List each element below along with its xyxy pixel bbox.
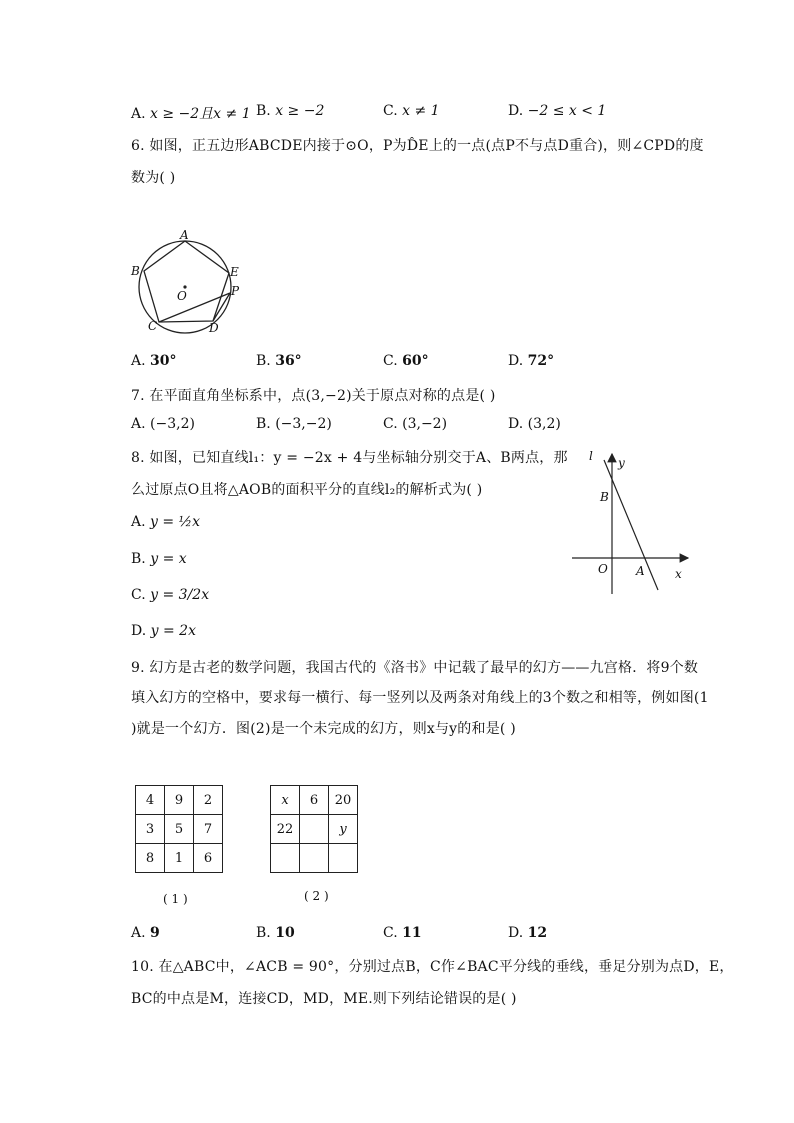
grid2-cell (300, 815, 329, 844)
label-a: A (180, 228, 189, 242)
q6-option-c: C. 60° (383, 353, 429, 369)
q6-option-a: A. 30° (131, 353, 177, 369)
q6-option-b: B. 36° (256, 353, 302, 369)
q6-stem-line2: 数为( ) (131, 170, 176, 186)
q9-stem-line2: 填入幻方的空格中，要求每一横行、每一竖列以及两条对角线上的3个数之和相等，例如图(1 (131, 690, 709, 706)
grid2-cell (271, 844, 300, 873)
q5-option-a: A. x ≥ −2且x ≠ 1 (131, 106, 251, 122)
label-e: E (230, 265, 239, 279)
grid2-cell (329, 844, 358, 873)
q6-option-d: D. 72° (508, 353, 555, 369)
q6-stem-line1: 6. 如图，正五边形ABCDE内接于⊙O，P为D̂E上的一点(点P不与点D重合)，则∠CPD的度 (131, 138, 704, 154)
q10-stem-line1: 10. 在△ABC中，∠ACB = 90°，分别过点B，C作∠BAC平分线的垂线，垂足分别为点D，E， (131, 959, 734, 975)
magic-square-2 (270, 785, 358, 873)
grid1-cell: 4 (136, 786, 165, 815)
grid1-cell: 7 (194, 815, 223, 844)
label-b: B (131, 264, 140, 278)
caption-2: ( 2 ) (304, 889, 329, 903)
q8-stem-line1: 8. 如图，已知直线l₁：y = −2x + 4与坐标轴分别交于A、B两点，那 (131, 450, 568, 466)
q7-option-d: D. (3,2) (508, 416, 561, 432)
label-c: C (148, 319, 158, 333)
q7-stem: 7. 在平面直角坐标系中，点(3,−2)关于原点对称的点是( ) (131, 388, 496, 404)
caption-1: ( 1 ) (163, 892, 188, 906)
q5-option-c: C. x ≠ 1 (383, 103, 440, 119)
q9-option-a: A. 9 (131, 925, 160, 941)
q6-pentagon-figure (125, 225, 255, 340)
grid1-cell: 9 (165, 786, 194, 815)
grid2-cell: 22 (271, 815, 300, 844)
q8-stem-line2: 么过原点O且将△AOB的面积平分的直线l₂的解析式为( ) (131, 482, 483, 498)
q5-option-d: D. −2 ≤ x < 1 (508, 103, 607, 119)
q7-option-b: B. (−3,−2) (256, 416, 332, 432)
label-d: D (209, 321, 219, 335)
magic-square-1 (135, 785, 223, 873)
grid2-cell: 6 (300, 786, 329, 815)
label-o-origin: O (598, 562, 608, 576)
grid1-cell: 2 (194, 786, 223, 815)
q8-option-d: D. y = 2x (131, 623, 196, 639)
q8-option-c: C. y = 3/2x (131, 587, 210, 603)
grid2-cell: y (329, 815, 358, 844)
grid2-cell: x (271, 786, 300, 815)
q8-option-b: B. y = x (131, 551, 187, 567)
grid1-cell: 8 (136, 844, 165, 873)
grid1-cell: 6 (194, 844, 223, 873)
q8-option-a: A. y = ½x (131, 514, 201, 530)
q5-option-b: B. x ≥ −2 (256, 103, 325, 119)
grid1-cell: 3 (136, 815, 165, 844)
grid1-cell: 5 (165, 815, 194, 844)
label-l: l (589, 449, 593, 463)
q9-option-d: D. 12 (508, 925, 548, 941)
q9-option-c: C. 11 (383, 925, 422, 941)
label-p: P (231, 284, 240, 298)
grid2-cell: 20 (329, 786, 358, 815)
grid1-cell: 1 (165, 844, 194, 873)
label-b-point: B (600, 490, 609, 504)
q9-stem-line1: 9. 幻方是古老的数学问题，我国古代的《洛书》中记载了最早的幻方——九宫格．将9个数 (131, 660, 699, 676)
q9-option-b: B. 10 (256, 925, 295, 941)
q7-option-a: A. (−3,2) (131, 416, 195, 432)
q7-option-c: C. (3,−2) (383, 416, 448, 432)
label-o: O (177, 289, 187, 303)
q10-stem-line2: BC的中点是M，连接CD，MD，ME.则下列结论错误的是( ) (131, 991, 517, 1007)
label-x: x (675, 567, 682, 581)
label-y: y (618, 456, 625, 470)
grid2-cell (300, 844, 329, 873)
q9-stem-line3: )就是一个幻方．图(2)是一个未完成的幻方，则x与y的和是( ) (131, 721, 516, 737)
label-a-point: A (636, 564, 645, 578)
